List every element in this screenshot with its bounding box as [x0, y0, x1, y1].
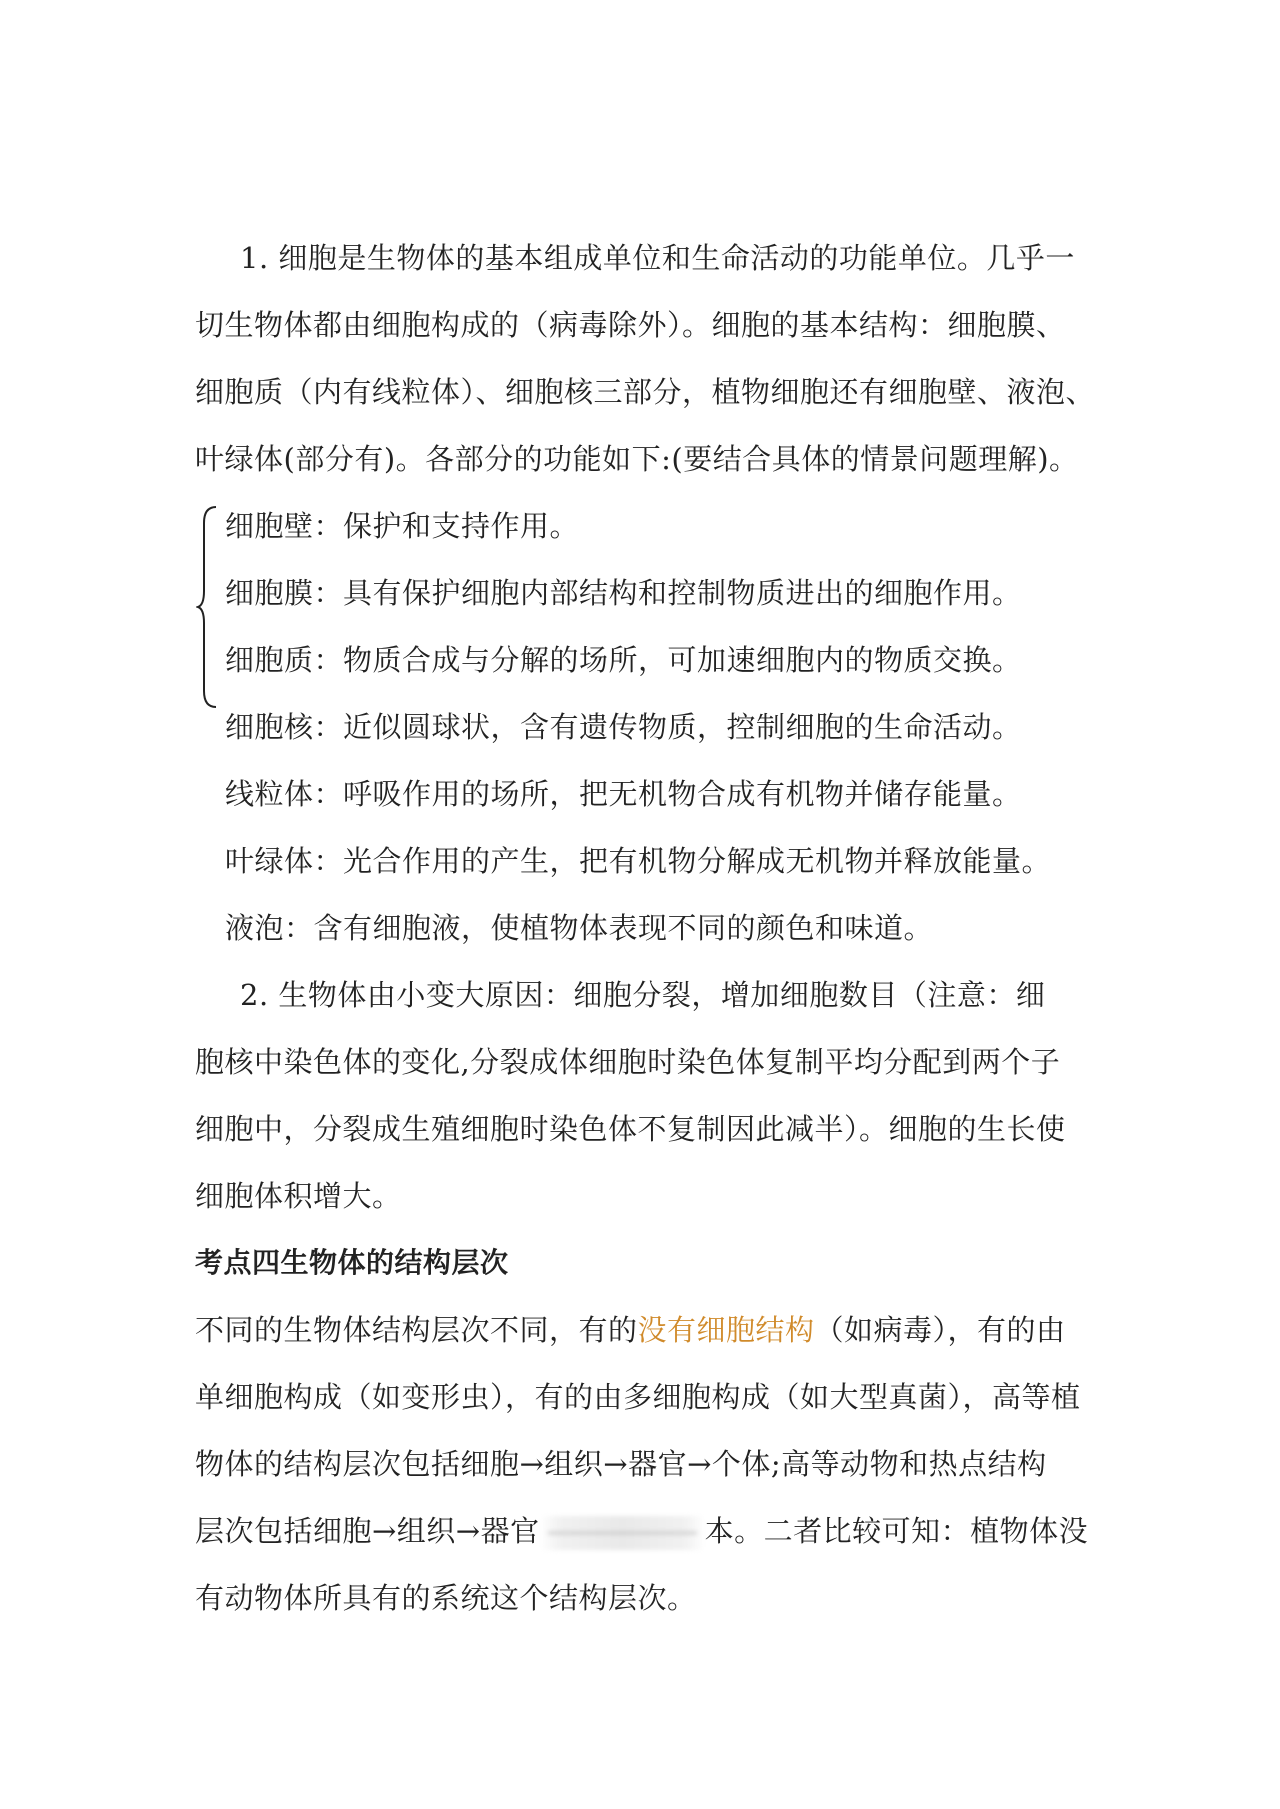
structure-item	[225, 506, 1125, 546]
section4-line-4	[195, 1511, 1095, 1551]
structure-item	[225, 707, 1125, 747]
section4-line-5: 有动物体所具有的系统这个结构层次。	[195, 1581, 697, 1615]
section1-line-2: 切生物体都由细胞构成的（病毒除外）。细胞的基本结构：细胞膜、	[195, 308, 1066, 342]
section4-line-2: 单细胞构成（如变形虫），有的由多细胞构成（如大型真菌），高等植	[195, 1380, 1081, 1414]
section2-line-4: 细胞体积增大。	[195, 1179, 402, 1213]
structure-desc: ：近似圆球状，含有遗传物质，控制细胞的生命活动。	[313, 710, 1022, 744]
structure-item	[225, 841, 1125, 881]
section4-text: （如病毒），有的由	[814, 1313, 1066, 1347]
curly-brace-icon	[196, 505, 218, 710]
structure-item	[225, 640, 1125, 680]
structure-name: 细胞膜	[225, 576, 314, 610]
section1-line-3: 细胞质（内有线粒体）、细胞核三部分，植物细胞还有细胞壁、液泡、	[195, 375, 1096, 409]
section4-line-3: 物体的结构层次包括细胞→组织→器官→个体;高等动物和热点结构	[195, 1447, 1047, 1481]
structure-name: 细胞质	[225, 643, 314, 677]
structure-name: 液泡	[225, 911, 285, 945]
structure-desc: ：含有细胞液，使植物体表现不同的颜色和味道。	[284, 911, 934, 945]
section2-line-2: 胞核中染色体的变化,分裂成体细胞时染色体复制平均分配到两个子	[195, 1045, 1061, 1079]
section4-line-1	[195, 1310, 1095, 1350]
section2-line-1: 2. 生物体由小变大原因：细胞分裂，增加细胞数目（注意：细	[240, 978, 1046, 1012]
structure-desc: ：具有保护细胞内部结构和控制物质进出的细胞作用。	[313, 576, 1022, 610]
structure-name: 细胞核	[225, 710, 314, 744]
section1-line-4: 叶绿体(部分有)。各部分的功能如下:(要结合具体的情景问题理解)。	[195, 442, 1079, 476]
structure-name: 细胞壁	[225, 509, 314, 543]
section2-line-3: 细胞中，分裂成生殖细胞时染色体不复制因此减半）。细胞的生长使	[195, 1112, 1066, 1146]
section4-text: 层次包括细胞→组织→器官	[195, 1514, 540, 1548]
structure-item	[225, 774, 1125, 814]
structure-name: 线粒体	[225, 777, 314, 811]
structure-desc: ：保护和支持作用。	[313, 509, 580, 543]
structure-name: 叶绿体	[225, 844, 314, 878]
section4-text: 本。二者比较可知：植物体没	[704, 1514, 1089, 1548]
structure-desc: ：物质合成与分解的场所，可加速细胞内的物质交换。	[313, 643, 1022, 677]
section-heading: 考点四生物体的结构层次	[195, 1246, 509, 1279]
blurred-region	[540, 1516, 705, 1550]
section1-line-1: 1. 细胞是生物体的基本组成单位和生命活动的功能单位。几乎一	[240, 241, 1075, 275]
structure-item	[225, 573, 1125, 613]
structure-desc: ：光合作用的产生，把有机物分解成无机物并释放能量。	[313, 844, 1052, 878]
structure-desc: ：呼吸作用的场所，把无机物合成有机物并储存能量。	[313, 777, 1022, 811]
highlighted-text: 没有细胞结构	[637, 1313, 815, 1347]
structure-item	[225, 908, 1125, 948]
section4-text: 不同的生物体结构层次不同，有的	[195, 1313, 638, 1347]
